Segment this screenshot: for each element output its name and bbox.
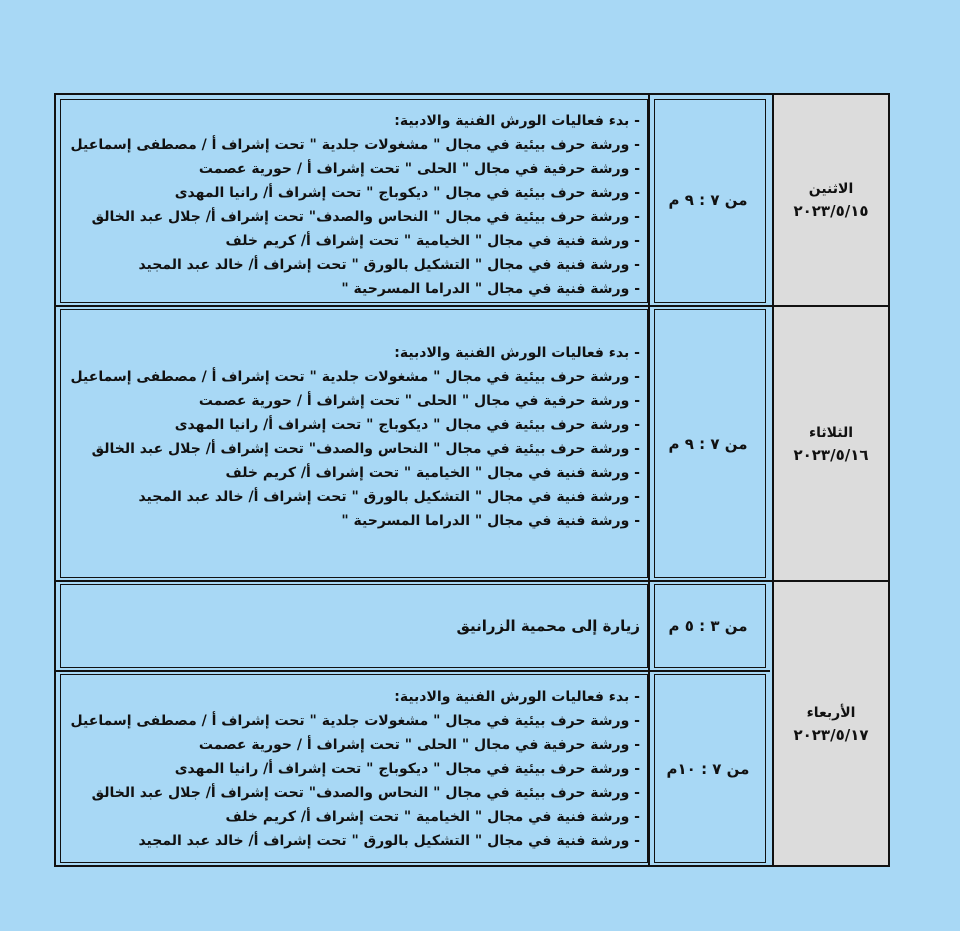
activity-line: - ورشة حرف بيئية في مجال " ديكوباج " تحت إشراف أ/ رانيا المهدى [174, 185, 640, 201]
time-cell-monday: من ٧ : ٩ م [668, 191, 748, 209]
day-cell-wednesday [772, 582, 888, 865]
day-date: ٢٠٢٣/٥/١٦ [793, 445, 869, 464]
cell-border [60, 309, 648, 578]
activity-line: - ورشة حرف بيئية في مجال " مشغولات جلدية " تحت إشراف أ / مصطفى إسماعيل [70, 369, 640, 385]
cell-border [60, 99, 648, 303]
column-divider [648, 95, 650, 865]
time-cell-wednesday: من ٧ : ١٠م [666, 759, 750, 778]
activity-line: - ورشة حرف بيئية في مجال " النحاس والصدف" تحت إشراف أ/ جلال عبد الخالق [91, 209, 640, 225]
activity-line: - بدء فعاليات الورش الفنية والادبية: [394, 689, 640, 705]
schedule-table [54, 93, 890, 867]
day-date: ٢٠٢٣/٥/١٧ [793, 725, 869, 744]
cell-border [654, 584, 766, 668]
activity-line: - ورشة فنية في مجال " الدراما المسرحية " [341, 513, 640, 529]
activity-line: - ورشة حرف بيئية في مجال " النحاس والصدف" تحت إشراف أ/ جلال عبد الخالق [91, 441, 640, 457]
activity-line: - بدء فعاليات الورش الفنية والادبية: [394, 345, 640, 361]
day-date: ٢٠٢٣/٥/١٥ [793, 202, 869, 220]
activity-line: - ورشة حرفية في مجال " الحلى " تحت إشراف أ / حورية عصمت [198, 393, 640, 409]
activity-line: - ورشة فنية في مجال " التشكيل بالورق " تحت إشراف أ/ خالد عبد المجيد [138, 833, 640, 849]
day-name: الاثنين [808, 181, 854, 197]
day-name: الأربعاء [806, 704, 856, 721]
activity-line: - ورشة فنية في مجال " الدراما المسرحية " [341, 281, 640, 297]
cell-border [654, 99, 766, 303]
activity-line: - ورشة حرف بيئية في مجال " ديكوباج " تحت إشراف أ/ رانيا المهدى [174, 417, 640, 433]
activity-line: - ورشة فنية في مجال " الخيامية " تحت إشراف أ/ كريم خلف [225, 233, 640, 249]
activity-line: - ورشة حرف بيئية في مجال " ديكوباج " تحت إشراف أ/ رانيا المهدى [174, 761, 640, 777]
visit-text: زيارة إلى محمية الزرانيق [456, 617, 640, 635]
cell-border [654, 309, 766, 578]
cell-border [60, 584, 648, 668]
activity-line: - ورشة حرف بيئية في مجال " مشغولات جلدية " تحت إشراف أ / مصطفى إسماعيل [70, 713, 640, 729]
activity-line: - ورشة حرف بيئية في مجال " مشغولات جلدية " تحت إشراف أ / مصطفى إسماعيل [70, 137, 640, 153]
day-cell-monday [772, 95, 888, 305]
time-cell-wednesday-visit: من ٣ : ٥ م [668, 617, 748, 635]
activity-line: - ورشة فنية في مجال " الخيامية " تحت إشراف أ/ كريم خلف [225, 809, 640, 825]
activity-line: - ورشة حرفية في مجال " الحلى " تحت إشراف أ / حورية عصمت [198, 737, 640, 753]
cell-border [60, 674, 648, 863]
activity-line: - ورشة فنية في مجال " التشكيل بالورق " تحت إشراف أ/ خالد عبد المجيد [138, 489, 640, 505]
day-cell-tuesday [772, 307, 888, 580]
activity-line: - ورشة حرف بيئية في مجال " النحاس والصدف" تحت إشراف أ/ جلال عبد الخالق [91, 785, 640, 801]
cell-border [654, 674, 766, 863]
time-cell-tuesday: من ٧ : ٩ م [668, 434, 748, 453]
activity-line: - بدء فعاليات الورش الفنية والادبية: [394, 113, 640, 129]
activity-line: - ورشة فنية في مجال " التشكيل بالورق " تحت إشراف أ/ خالد عبد المجيد [138, 257, 640, 273]
day-name: الثلاثاء [808, 424, 854, 441]
activity-line: - ورشة فنية في مجال " الخيامية " تحت إشراف أ/ كريم خلف [225, 465, 640, 481]
activity-line: - ورشة حرفية في مجال " الحلى " تحت إشراف أ / حورية عصمت [198, 161, 640, 177]
